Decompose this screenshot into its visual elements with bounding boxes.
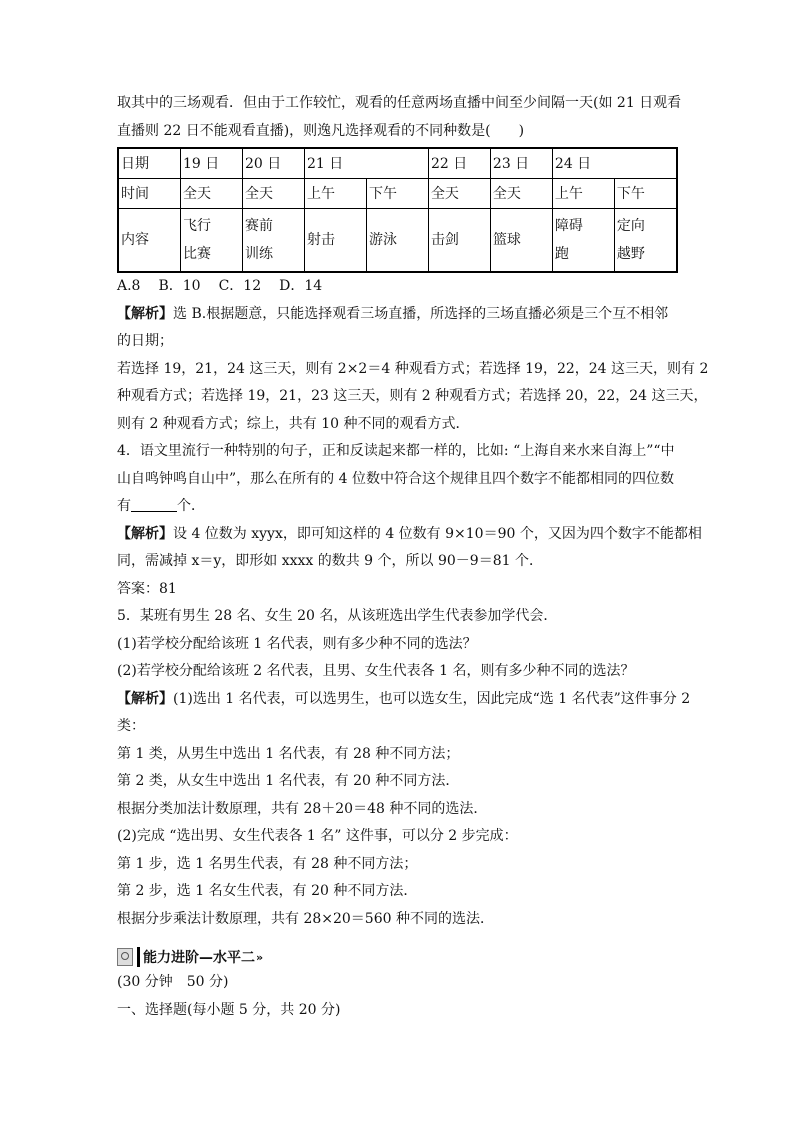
cell-text: 定向 bbox=[616, 218, 645, 234]
intro-line-1: 取其中的三场观看．但由于工作较忙，观看的任意两场直播中间至少间隔一天(如 21 日观看 bbox=[117, 95, 682, 111]
q5-analysis-line: 第 2 步，选 1 名女生代表，有 20 种不同方法． bbox=[117, 883, 418, 899]
cell-text: 比赛 bbox=[183, 246, 211, 262]
choice-a: A.8 bbox=[117, 278, 141, 294]
analysis-text: 选 B.根据题意，只能选择观看三场直播，所选择的三场直播必须是三个互不相邻 bbox=[173, 305, 669, 322]
q5-analysis-line: 第 1 类，从男生中选出 1 名代表，有 28 种不同方法； bbox=[117, 745, 460, 762]
q5-analysis-line bbox=[117, 686, 691, 714]
q4-analysis-line: 同，需减掉 x＝y，即形如 xxxx 的数共 9 个，所以 90－9＝81 个． bbox=[117, 553, 543, 569]
cell-text: 游泳 bbox=[368, 232, 397, 248]
q4-text: 有 bbox=[117, 498, 131, 514]
q4-text: 个． bbox=[177, 498, 205, 514]
table-cell: 21 日 bbox=[304, 148, 428, 179]
answer-blank bbox=[131, 495, 177, 512]
cell-text: 训练 bbox=[244, 246, 273, 262]
q3-analysis-line: 则有 2 种观看方式；综上，共有 10 种不同的观看方式． bbox=[117, 415, 470, 432]
table-cell bbox=[304, 209, 366, 273]
table-cell bbox=[181, 209, 243, 273]
answer-choices bbox=[117, 273, 677, 301]
q5-line: 5．某班有男生 28 名、女生 20 名，从该班选出学生代表参加学代会． bbox=[117, 608, 558, 624]
q5-analysis-line: 根据分步乘法计数原理，共有 28×20＝560 种不同的选法． bbox=[117, 910, 494, 927]
cell-text: 内容 bbox=[121, 232, 149, 248]
table-cell: 全天 bbox=[490, 179, 552, 209]
q3-analysis-line bbox=[117, 301, 677, 329]
q4-answer: 答案：81 bbox=[117, 580, 177, 597]
section-header bbox=[117, 945, 677, 969]
analysis-tag: 【解析】 bbox=[117, 525, 173, 542]
table-cell: 时间 bbox=[118, 179, 181, 209]
cell-text: 射击 bbox=[306, 232, 335, 248]
q5-analysis-line: 第 2 类，从女生中选出 1 名代表，有 20 种不同方法． bbox=[117, 773, 460, 789]
table-row bbox=[118, 148, 677, 179]
section-part-title: 一、选择题(每小题 5 分，共 20 分) bbox=[117, 1001, 341, 1018]
q4-line: 山自鸣钟鸣自山中”，那么在所有的 4 位数中符合这个规律且四个数字不能都相同的四位数 bbox=[117, 470, 674, 487]
table-cell: 19 日 bbox=[181, 148, 243, 179]
q5-analysis-line: 根据分类加法计数原理，共有 28＋20＝48 种不同的选法． bbox=[117, 800, 488, 817]
section-time: (30 分钟 50 分) bbox=[117, 974, 229, 990]
q5-line: (2)若学校分配给该班 2 名代表，且男、女生代表各 1 名，则有多少种不同的选法？ bbox=[117, 663, 635, 679]
cell-text: 跑 bbox=[554, 246, 569, 262]
table-cell: 全天 bbox=[242, 179, 304, 209]
table-cell: 上午 bbox=[552, 179, 614, 209]
table-cell bbox=[118, 209, 181, 273]
table-cell: 日期 bbox=[118, 148, 181, 179]
q3-analysis-line: 若选择 19，21，24 这三天，则有 2×2＝4 种观看方式；若选择 19，22，24 这三天，则有 2 bbox=[117, 360, 709, 377]
q4-analysis-line bbox=[117, 521, 702, 549]
choice-d: D．14 bbox=[279, 278, 323, 294]
table-cell: 24 日 bbox=[552, 148, 677, 179]
q5-analysis-line: 第 1 步，选 1 名男生代表，有 28 种不同方法； bbox=[117, 855, 418, 872]
cell-text: 赛前 bbox=[244, 218, 273, 234]
table-cell bbox=[366, 209, 428, 273]
chevron-right-icon: » bbox=[256, 950, 264, 964]
cell-text: 篮球 bbox=[492, 232, 521, 248]
analysis-text: 设 4 位数为 xyyx，即可知这样的 4 位数有 9×10＝90 个，又因为四个数字不能都相 bbox=[173, 525, 702, 542]
q5-analysis-line: (2)完成 “选出男、女生代表各 1 名” 这件事，可以分 2 步完成： bbox=[117, 828, 518, 844]
table-cell bbox=[552, 209, 614, 273]
cell-text: 障碍 bbox=[554, 218, 583, 234]
table-cell: 下午 bbox=[366, 179, 428, 209]
schedule-table bbox=[117, 147, 678, 273]
section-title: 能力进阶—水平二 bbox=[137, 947, 255, 967]
choice-b: B．10 bbox=[158, 278, 201, 294]
cell-text: 击剑 bbox=[430, 232, 459, 248]
table-cell: 22 日 bbox=[428, 148, 490, 179]
table-cell: 20 日 bbox=[242, 148, 304, 179]
table-cell: 23 日 bbox=[490, 148, 552, 179]
q3-analysis-line: 种观看方式；若选择 19，21，23 这三天，则有 2 种观看方式；若选择 20，22，24 这三天， bbox=[117, 388, 708, 404]
q4-line: 4．语文里流行一种特别的句子，正和反读起来都一样的，比如: “上海自来水来自海上”“中 bbox=[117, 443, 675, 459]
choice-c: C．12 bbox=[218, 278, 262, 294]
q5-line: (1)若学校分配给该班 1 名代表，则有多少种不同的选法？ bbox=[117, 635, 477, 652]
lightbulb-icon bbox=[117, 948, 133, 966]
q4-line bbox=[117, 493, 677, 521]
cell-text: 越野 bbox=[616, 246, 645, 262]
table-cell bbox=[614, 209, 677, 273]
table-row bbox=[118, 179, 677, 209]
table-row bbox=[118, 209, 677, 273]
table-cell: 下午 bbox=[614, 179, 677, 209]
table-cell bbox=[242, 209, 304, 273]
intro-line-2: 直播则 22 日不能观看直播)，则逸凡选择观看的不同种数是( ) bbox=[117, 122, 525, 139]
q3-analysis-line: 的日期； bbox=[117, 333, 173, 349]
table-cell bbox=[490, 209, 552, 273]
analysis-tag: 【解析】 bbox=[117, 690, 173, 707]
table-cell: 全天 bbox=[181, 179, 243, 209]
cell-text: 飞行 bbox=[183, 218, 211, 234]
table-cell: 全天 bbox=[428, 179, 490, 209]
document-page bbox=[117, 90, 709, 1024]
table-cell: 上午 bbox=[304, 179, 366, 209]
table-cell bbox=[428, 209, 490, 273]
q5-analysis-line: 类： bbox=[117, 718, 145, 734]
analysis-tag: 【解析】 bbox=[117, 305, 173, 322]
analysis-text: (1)选出 1 名代表，可以选男生，也可以选女生，因此完成“选 1 名代表”这件事分 2 bbox=[173, 690, 691, 707]
